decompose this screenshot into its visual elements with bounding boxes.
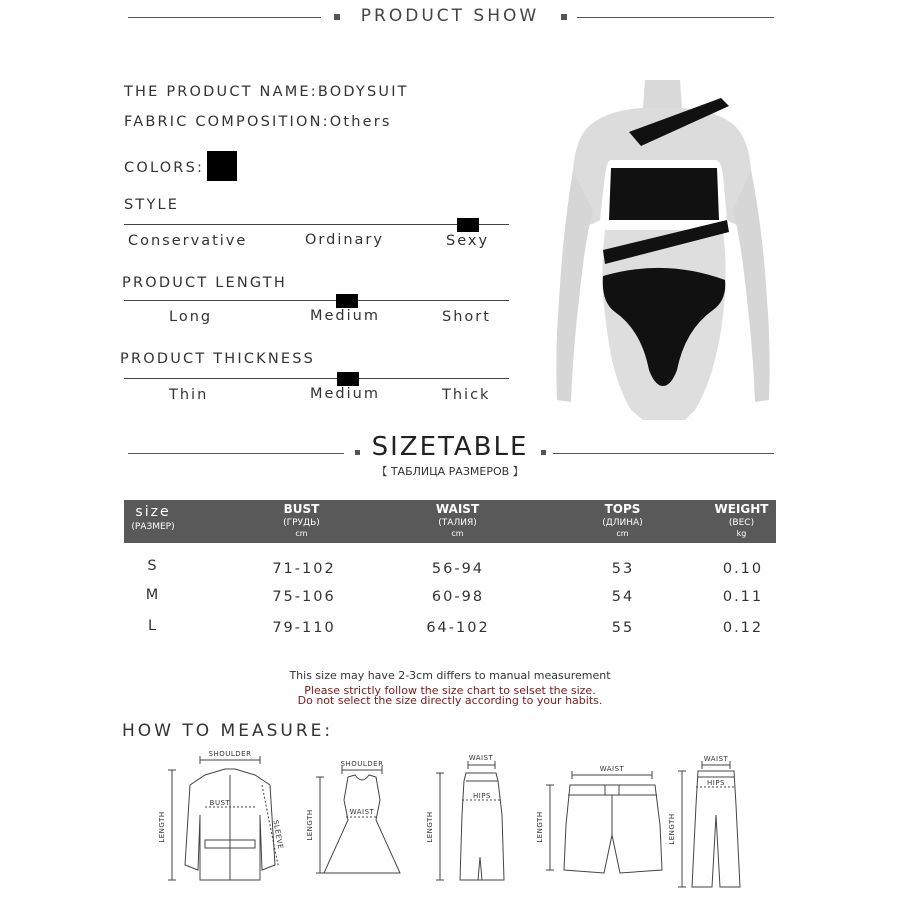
pants-length-label: LENGTH [668,813,676,845]
how-to-measure-title: HOW TO MEASURE: [122,721,334,741]
cell-tops: 54 [611,589,635,605]
color-swatch-black[interactable] [207,151,237,181]
fabric-composition: FABRIC COMPOSITION:Others [124,114,392,130]
cell-waist: 56-94 [431,561,485,577]
thickness-option-thin: Thin [169,387,209,403]
cell-waist: 64-102 [426,620,490,636]
col-header-bust: BUST (ГРУДЬ) cm [283,502,320,538]
cell-waist: 60-98 [431,589,485,605]
style-marker [457,218,479,232]
length-option-short: Short [442,309,491,325]
cell-weight: 0.12 [722,620,764,636]
header-square-right [561,14,567,20]
sizetable-subtitle: 【 ТАБЛИЦА РАЗМЕРОВ 】 [376,465,524,478]
cell-weight: 0.11 [722,589,764,605]
style-scale-line [124,224,509,225]
thickness-option-medium: Medium [310,386,380,402]
measure-illustrations [150,745,780,895]
cell-size: L [147,618,159,634]
thickness-option-thick: Thick [442,387,491,403]
cell-bust: 71-102 [272,561,336,577]
cell-weight: 0.10 [722,561,764,577]
shorts-illustration [546,771,662,873]
cell-bust: 79-110 [272,620,336,636]
skirt-waist-label: WAIST [468,754,494,762]
shorts-length-label: LENGTH [536,811,544,843]
style-option-ordinary: Ordinary [305,232,384,248]
cell-bust: 75-106 [272,589,336,605]
cell-tops: 55 [611,620,635,636]
style-option-conservative: Conservative [128,233,248,249]
cell-size: M [145,587,161,603]
page-title: PRODUCT SHOW [360,6,540,26]
size-table-header [124,500,776,543]
style-label: STYLE [124,197,180,213]
sizetable-rule-left [128,453,344,454]
cell-tops: 53 [611,561,635,577]
sizetable-rule-right [553,453,774,454]
style-option-sexy: Sexy [446,233,490,249]
col-header-size: size (РАЗМЕР) [131,504,175,532]
col-header-weight: WEIGHT (ВЕС) kg [714,502,769,538]
length-option-long: Long [169,309,213,325]
jacket-illustration [168,756,278,880]
length-marker [336,294,358,308]
thickness-label: PRODUCT THICKNESS [120,351,316,367]
thickness-scale-line [124,378,509,379]
size-warning-2: Do not select the size directly according to your habits. [297,694,603,707]
thickness-marker [337,372,359,386]
product-image [545,80,780,420]
size-warning-1: Please strictly follow the size chart to selset the size. [304,684,596,697]
skirt-illustration [436,761,504,880]
length-option-medium: Medium [310,308,380,324]
header-rule-left [128,17,321,18]
length-scale-line [124,300,509,301]
dress-waist-label: WAIST [349,808,375,816]
jacket-sleeve-label: SLEEVE [271,819,285,850]
jacket-length-label: LENGTH [158,811,166,843]
colors-label: COLORS: [124,160,205,176]
dress-shoulder-label: SHOULDER [340,760,384,768]
product-name: THE PRODUCT NAME:BODYSUIT [124,84,409,100]
header-rule-right [577,17,774,18]
col-header-waist: WAIST (ТАЛИЯ) cm [435,502,480,538]
sizetable-title: SIZETABLE [371,432,529,462]
shorts-waist-label: WAIST [599,765,625,773]
cell-size: S [147,558,159,574]
skirt-length-label: LENGTH [426,811,434,843]
measurement-note: This size may have 2-3cm differs to manual measurement [289,669,611,682]
col-header-tops: TOPS (ДЛИНА) cm [602,502,643,538]
dress-length-label: LENGTH [306,809,314,841]
pants-hips-label: HIPS [707,779,725,787]
pants-waist-label: WAIST [703,755,729,763]
dress-illustration [316,766,400,873]
length-label: PRODUCT LENGTH [122,275,287,291]
jacket-shoulder-label: SHOULDER [208,750,252,758]
skirt-hips-label: HIPS [473,792,491,800]
jacket-bust-label: BUST [209,799,231,807]
sizetable-square-right [541,450,546,455]
